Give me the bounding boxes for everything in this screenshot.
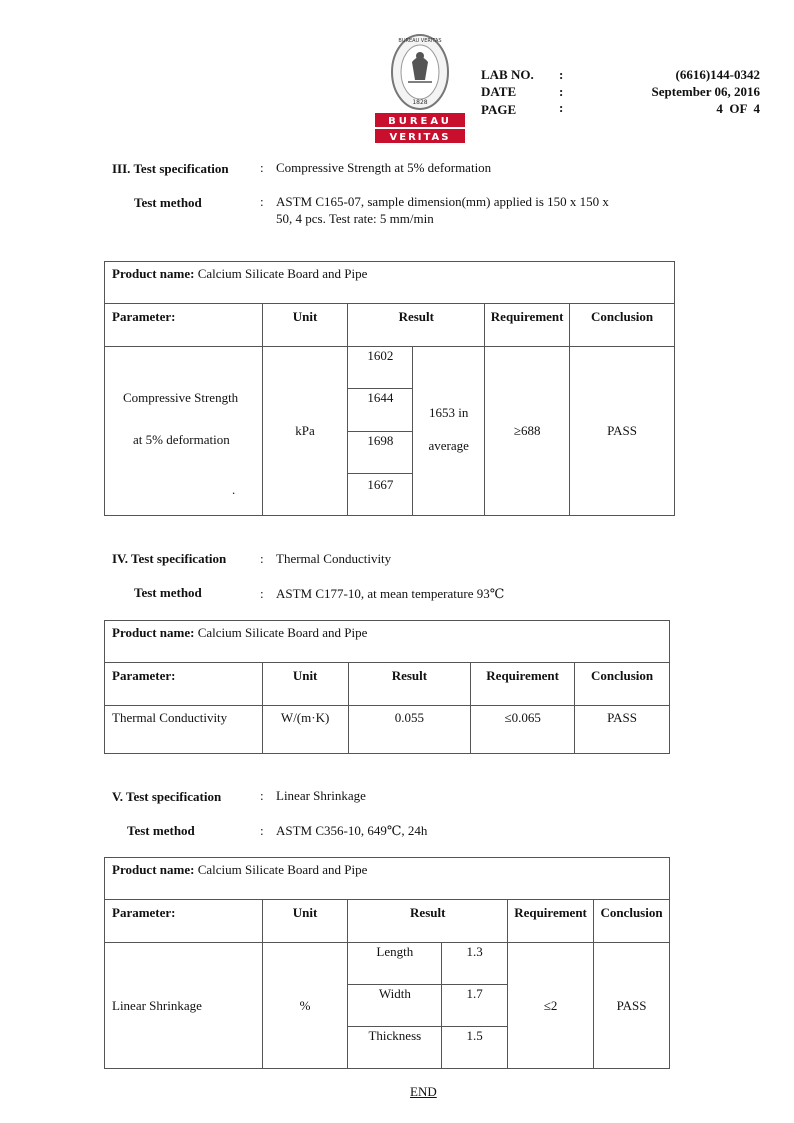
s4-spec-value: Thermal Conductivity	[276, 551, 392, 566]
s3-header-conclusion: Conclusion	[570, 304, 675, 347]
page-colon: :	[559, 100, 564, 115]
s3-spec-colon: :	[260, 160, 264, 175]
s5-header-requirement: Requirement	[508, 900, 594, 943]
s4-header-parameter: Parameter:	[105, 663, 263, 706]
s5-header-parameter: Parameter:	[105, 900, 263, 943]
s3-value-2: 1644	[348, 389, 413, 431]
s5-header-result: Result	[348, 900, 508, 943]
s5-value-thickness: 1.5	[442, 1027, 508, 1069]
s4-unit-cell: W/(m·K)	[262, 706, 348, 754]
s5-header-unit: Unit	[262, 900, 348, 943]
s4-result-cell: 0.055	[348, 706, 471, 754]
s4-results-table	[104, 620, 670, 754]
s3-method-colon: :	[260, 194, 264, 209]
s3-conclusion-cell: PASS	[570, 347, 675, 516]
s5-requirement-cell: ≤2	[508, 943, 594, 1069]
s4-conclusion-cell: PASS	[575, 706, 670, 754]
s4-header-result: Result	[348, 663, 471, 706]
s5-results-table	[104, 857, 670, 1069]
svg-text:1828: 1828	[412, 99, 428, 106]
s4-product-label: Product name:	[112, 625, 195, 640]
s3-value-4: 1667	[348, 473, 413, 515]
s5-product-name-cell	[105, 858, 670, 900]
s5-unit-cell: %	[262, 943, 348, 1069]
s3-value-3: 1698	[348, 431, 413, 473]
s4-method-label: Test method	[134, 585, 202, 600]
s4-method-colon: :	[260, 586, 264, 601]
s4-method-value: ASTM C177-10, at mean temperature 93℃	[276, 586, 505, 601]
s3-parameter-line1: Compressive Strength	[123, 390, 239, 405]
s5-dim-thickness: Thickness	[348, 1027, 442, 1069]
s3-product-name-cell	[105, 262, 675, 304]
s4-header-unit: Unit	[262, 663, 348, 706]
s5-value-length: 1.3	[442, 943, 508, 985]
s5-product-value: Calcium Silicate Board and Pipe	[197, 862, 368, 877]
s5-method-value: ASTM C356-10, 649℃, 24h	[276, 823, 428, 838]
lab-no-colon: :	[559, 67, 564, 82]
s3-spec-label: III. Test specification	[112, 161, 229, 176]
s5-dim-width: Width	[348, 985, 442, 1027]
date-value: September 06, 2016	[651, 84, 760, 99]
s3-header-parameter: Parameter:	[105, 304, 263, 347]
s5-method-label: Test method	[127, 823, 195, 838]
s3-header-result: Result	[348, 304, 485, 347]
s3-requirement-cell: ≥688	[485, 347, 570, 516]
svg-text:BUREAU VERITAS: BUREAU VERITAS	[398, 38, 442, 44]
s4-parameter-cell: Thermal Conductivity	[105, 706, 263, 754]
s5-header-conclusion: Conclusion	[594, 900, 670, 943]
s5-parameter-cell: Linear Shrinkage	[105, 943, 263, 1069]
s3-parameter-dot: .	[232, 482, 236, 497]
page-label: PAGE	[481, 102, 517, 117]
s3-parameter-line2: at 5% deformation	[133, 432, 230, 447]
s3-results-table	[104, 261, 675, 516]
bureau-veritas-logo	[375, 34, 465, 144]
lab-no-value: (6616)144-0342	[675, 67, 760, 82]
s3-value-1: 1602	[348, 347, 413, 389]
s3-parameter-cell	[105, 347, 263, 516]
svg-text:VERITAS: VERITAS	[389, 132, 451, 143]
s4-product-value: Calcium Silicate Board and Pipe	[197, 625, 368, 640]
s4-spec-colon: :	[260, 551, 264, 566]
s3-header-requirement: Requirement	[485, 304, 570, 347]
page-value: 4 OF 4	[716, 101, 760, 116]
s4-header-conclusion: Conclusion	[575, 663, 670, 706]
s3-product-value: Calcium Silicate Board and Pipe	[197, 266, 368, 281]
s4-product-name-cell	[105, 621, 670, 663]
end-marker: END	[410, 1084, 437, 1099]
s3-unit-cell: kPa	[262, 347, 348, 516]
s5-method-colon: :	[260, 823, 264, 838]
s5-spec-colon: :	[260, 788, 264, 803]
s3-header-unit: Unit	[262, 304, 348, 347]
s4-header-requirement: Requirement	[471, 663, 575, 706]
s5-conclusion-cell: PASS	[594, 943, 670, 1069]
date-colon: :	[559, 84, 564, 99]
svg-text:BUREAU: BUREAU	[388, 116, 452, 127]
s3-spec-value: Compressive Strength at 5% deformation	[276, 160, 492, 175]
lab-no-label: LAB NO.	[481, 67, 534, 82]
s4-spec-label: IV. Test specification	[112, 551, 227, 566]
s5-spec-label: V. Test specification	[112, 789, 222, 804]
s5-dim-length: Length	[348, 943, 442, 985]
s3-method-value-line1: ASTM C165-07, sample dimension(mm) applied is 150 x 150 x	[276, 194, 609, 209]
s5-product-label: Product name:	[112, 862, 195, 877]
s3-average-line2: average	[428, 437, 469, 453]
s5-value-width: 1.7	[442, 985, 508, 1027]
s3-average-line1: 1653 in	[429, 404, 469, 420]
s3-average-cell	[413, 347, 485, 516]
s3-method-value-line2: 50, 4 pcs. Test rate: 5 mm/min	[276, 211, 434, 226]
s5-spec-value: Linear Shrinkage	[276, 788, 366, 803]
s4-requirement-cell: ≤0.065	[471, 706, 575, 754]
date-label: DATE	[481, 84, 517, 99]
s3-method-label: Test method	[134, 195, 202, 210]
s3-product-label: Product name:	[112, 266, 195, 281]
